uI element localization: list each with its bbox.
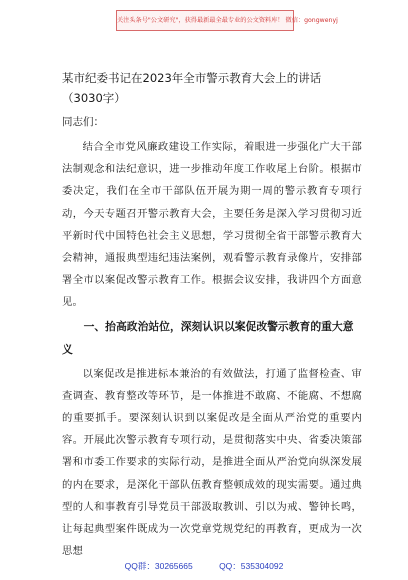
footer [0,560,408,572]
header-banner: 关注头条号"公文研究"，获得最新最全最专业的公文资料库！ 微信：gongwenyj [116,10,294,31]
greeting: 同志们： [62,116,104,128]
document-title: 某市纪委书记在2023年全市警示教育大会上的讲话（3030字） [62,71,322,105]
footer-qq-group: QQ群：30265665 [124,561,193,571]
paragraph: 以案促改是推进标本兼治的有效做法，打通了监督检查、审查调查、教育整改等环节，是一体推进不敢腐、不能腐、不想腐的重要抓手。要深刻认识到以案促改是全面从严治党的重要内容。开展此次警示教育专项行动，是贯彻落实中央、省委决策部署和市委工作要求的实际行动，是推进全面从严治党向纵深发展的内在要求，是深化干部队伍教育整顿成效的现实需要。通过典型的人和事教育引导党员干部汲取教训、引以为戒、警钟长鸣，让每起典型案件既成为一次党章党规党纪的再教育，更成为一次思想 [62,367,362,558]
document-body [62,68,362,562]
section-heading: 一、抬高政治站位，深刻认识以案促改警示教育的重大意义 [62,319,354,356]
paragraph: 结合全市党风廉政建设工作实际，着眼进一步强化广大干部法制观念和法纪意识，进一步推动年度工作收尾上台阶。根据市委决定，我们在全市干部队伍开展为期一周的警示教育专项行动，今天专题召开警示教育大会，主要任务是深入学习贯彻习近平新时代中国特色社会主义思想，学习贯彻全省干部警示教育大会精神，通报典型违纪违法案例，观看警示教育录像片，安排部署全市以案促改警示教育工作。根据会议安排，我讲四个方面意见。 [62,141,362,309]
footer-qq: QQ：535304092 [219,561,284,571]
